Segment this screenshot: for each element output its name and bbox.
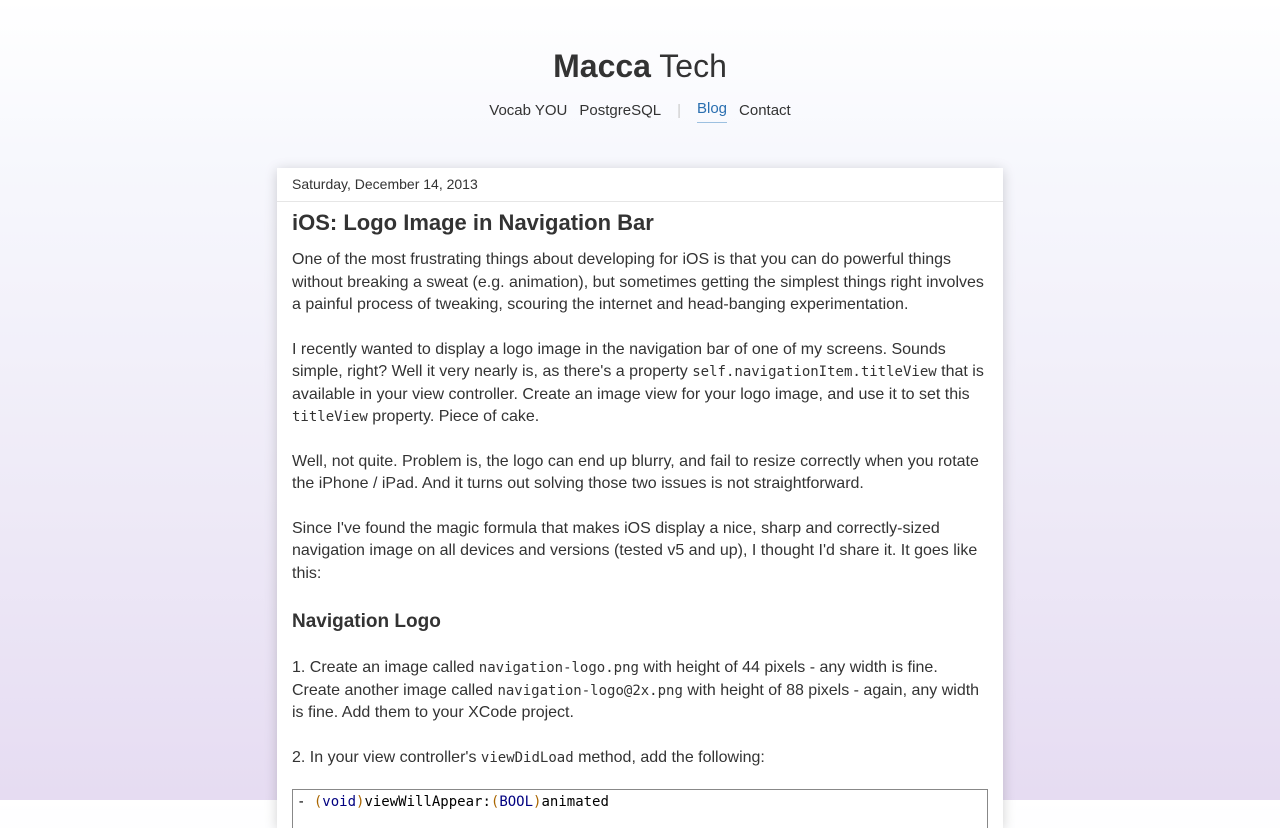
paragraph-text: method, add the following: (573, 748, 765, 766)
post-paragraph-2 (292, 339, 988, 429)
code-block[interactable] (292, 789, 988, 828)
inline-code: navigation-logo.png (478, 660, 639, 676)
step-2 (292, 747, 988, 770)
post-paragraph-4: Since I've found the magic formula that makes iOS display a nice, sharp and correctly-sized navigation image on all devices and versions (tested v5 and up), I thought I'd share it. It goes like this: (292, 519, 978, 582)
paragraph-text: 2. In your view controller's (292, 748, 481, 766)
step-1 (292, 657, 988, 725)
code-token: ) (356, 794, 365, 810)
main-nav (0, 98, 1280, 123)
site-header (0, 0, 1280, 123)
nav-separator: | (677, 102, 681, 119)
paragraph-text: that is available in your view controller. Create an image view for your logo image, and use it to set this (292, 363, 984, 403)
nav-link-postgresql[interactable]: PostgreSQL (579, 101, 662, 119)
blog-post (277, 168, 1003, 828)
code-token: - (297, 794, 314, 810)
nav-link-blog[interactable]: Blog (697, 98, 727, 123)
paragraph-text: with height of 44 pixels - any width is fine. Create another image called (292, 659, 938, 699)
code-token: ( (313, 794, 323, 810)
inline-code: navigation-logo@2x.png (497, 682, 683, 699)
paragraph-text: with height of 88 pixels - again, any width is fine. Add them to your XCode project. (292, 681, 980, 721)
nav-link-contact[interactable]: Contact (739, 101, 791, 119)
post-date: Saturday, December 14, 2013 (277, 168, 1003, 202)
site-title-bold: Macca (553, 48, 651, 84)
paragraph-text: property. Piece of cake. (367, 408, 540, 425)
inline-code: viewDidLoad (480, 749, 574, 766)
code-keyword: void (322, 794, 357, 810)
paragraph-text: 1. Create an image called (292, 659, 479, 676)
site-title[interactable] (0, 46, 1280, 86)
inline-code: titleView (292, 409, 368, 425)
post-paragraph-1: One of the most frustrating things about developing for iOS is that you can do powerful things without breaking a sweat (e.g. animation), but sometimes getting the simplest things right involves a painful process of tweaking, scouring the internet and head-banging experimentation. (292, 251, 984, 313)
site-title-light: Tech (659, 48, 727, 84)
code-token: ( (490, 794, 500, 810)
code-token: ) (533, 794, 542, 810)
code-keyword: BOOL (499, 794, 534, 810)
post-paragraph-3: Well, not quite. Problem is, the logo can end up blurry, and fail to resize correctly when you rotate the iPhone / iPad. And it turns out solving those two issues is not straightforward. (292, 452, 979, 492)
section-heading: Navigation Logo (292, 611, 441, 632)
code-token: animated (541, 794, 609, 810)
post-body (277, 211, 1003, 828)
paragraph-text: I recently wanted to display a logo image in the navigation bar of one of my screens. Sounds simple, right? Well it very nearly is, as there's a property (292, 340, 946, 380)
inline-code: self.navigationItem.titleView (692, 364, 937, 380)
post-title[interactable]: iOS: Logo Image in Navigation Bar (292, 210, 654, 235)
code-token: viewWillAppear: (364, 794, 491, 810)
nav-link-vocab-you[interactable]: Vocab YOU (489, 101, 568, 119)
